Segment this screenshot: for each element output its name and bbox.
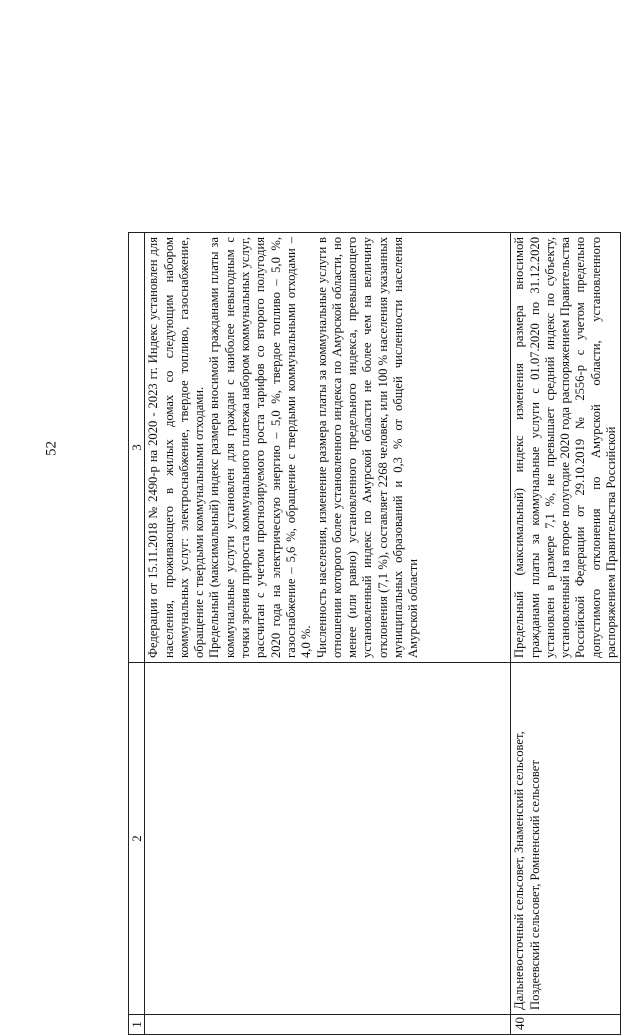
justification-cell — [145, 233, 511, 663]
header-row — [129, 233, 145, 1035]
header-col-3: 3 — [129, 233, 145, 663]
table-row — [511, 233, 621, 1035]
justification-cell — [511, 233, 621, 663]
table-row — [145, 233, 511, 1035]
municipalities-cell — [145, 663, 511, 1015]
page-number: 52 — [43, 441, 60, 456]
header-col-1: 1 — [129, 1015, 145, 1035]
justification-paragraph: Федерации от 15.11.2018 № 2490-р на 2020 - 2023 гг. Индекс установлен для населения, проживающего в жилых домах со следующим набором коммунальных услуг: электроснабжение, твердое топливо, газоснабжение, обращение с твердыми коммунальными отходами. — [146, 237, 207, 658]
header-col-2: 2 — [129, 663, 145, 1015]
justification-paragraph: Численность населения, изменение размера платы за коммунальные услуги в отношении которого более установленного индекса по Амурской области, но менее (или равно) установленного предельного индекса, превышающего установленный индекс по Амурской области не более чем на величину отклонения (7,1 %), составляет 2268 человек, или 100 % населения указанных муниципальных образований и 0,3 % от общей численности населения Амурской области — [314, 237, 421, 658]
municipalities-cell: Дальневосточный сельсовет, Знаменский сельсовет, Поздеевский сельсовет, Ромненский сельсовет — [511, 663, 621, 1015]
rotated-table-container — [128, 233, 630, 1035]
municipal-index-table — [128, 232, 621, 1035]
row-number-cell — [145, 1015, 511, 1035]
justification-paragraph: Предельный (максимальный) индекс изменения размера вносимой гражданами платы за коммунальные услуги с 01.07.2020 по 31.12.2020 установлен в размере 7,1 %, не превышает средний индекс по субъекту, установленный на второе полугодие 2020 года распоряжением Правительства Российской Федерации от 29.10.2019 № 2556-р с учетом предельно допустимого отклонения по Амурской области, установленного распоряжением Правительства Российской — [512, 237, 619, 658]
justification-paragraph: Предельный (максимальный) индекс размера вносимой гражданами платы за коммунальные услуги установлен для граждан с наиболее невыгодным с точки зрения прироста коммунального платежа набором коммунальных услуг, рассчитан с учетом прогнозируемого роста тарифов со второго полугодия 2020 года на электрическую энергию – 5,0 %, твердое топливо – 5,0 %, газоснабжение – 5,6 %, обращение с твердыми коммунальными отходами – 4,0 %. — [207, 237, 314, 658]
row-number-cell: 40 — [511, 1015, 621, 1035]
